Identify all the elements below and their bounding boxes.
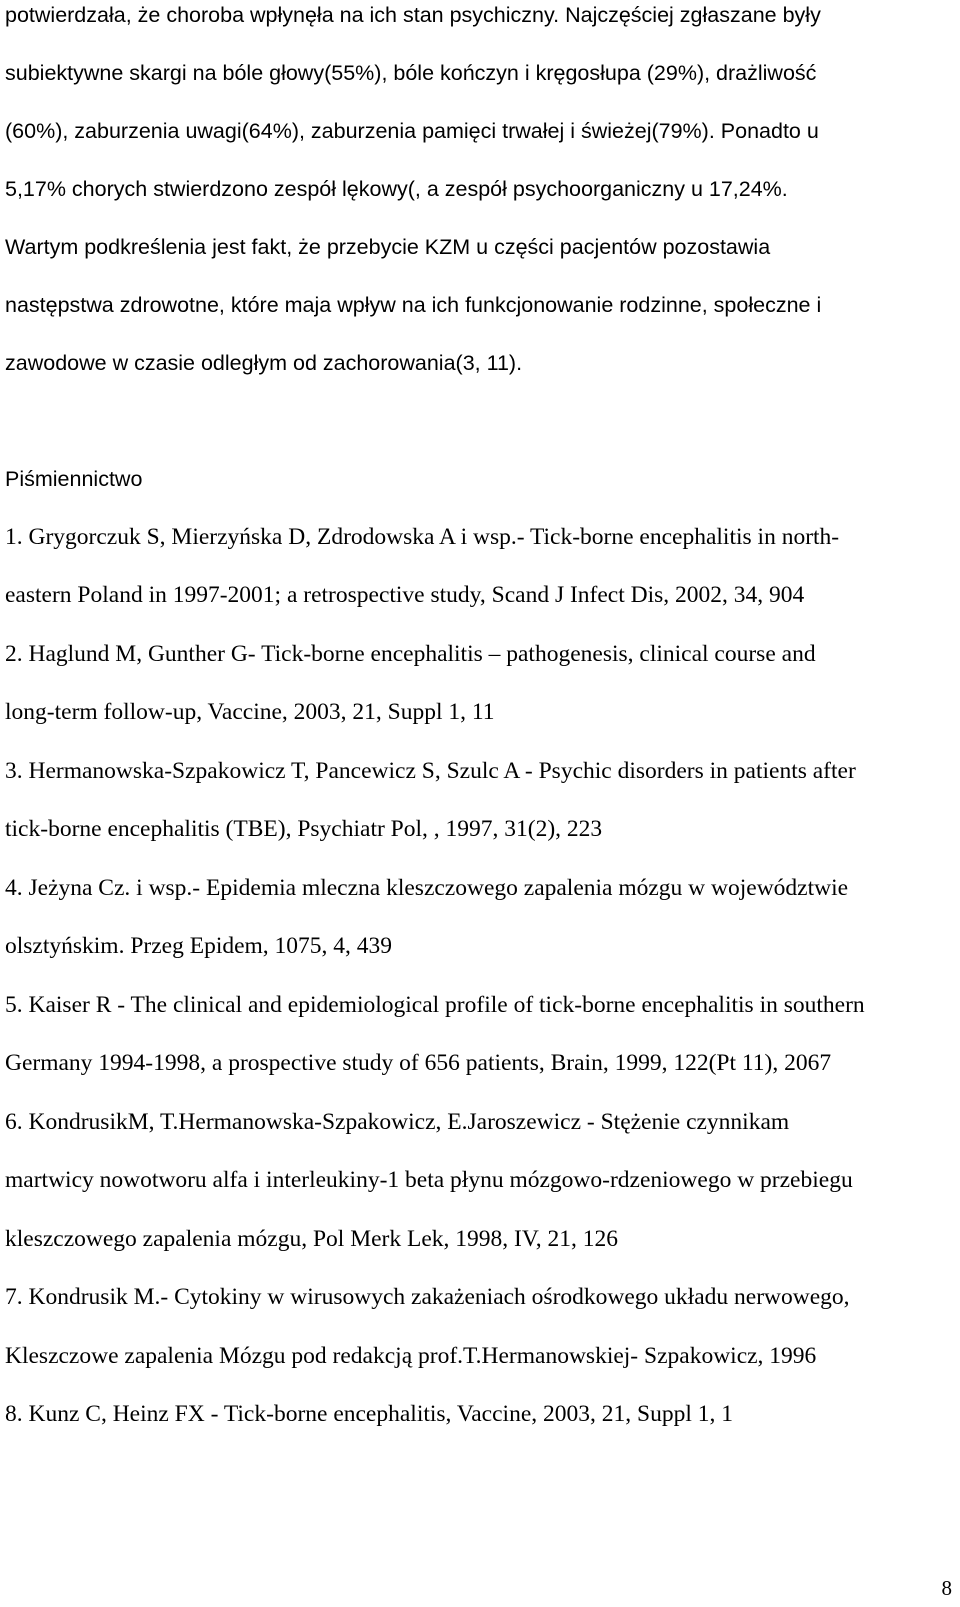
body-text-line: 5,17% chorych stwierdzono zespół lękowy(, a zespół psychoorganiczny u 17,24%. bbox=[5, 177, 788, 201]
reference-line: olsztyńskim. Przeg Epidem, 1075, 4, 439 bbox=[5, 933, 393, 959]
reference-line: 7. Kondrusik M.- Cytokiny w wirusowych zakażeniach ośrodkowego układu nerwowego, bbox=[5, 1284, 850, 1310]
reference-line: kleszczowego zapalenia mózgu, Pol Merk Lek, 1998, IV, 21, 126 bbox=[5, 1226, 619, 1252]
body-text-line: następstwa zdrowotne, które maja wpływ na ich funkcjonowanie rodzinne, społeczne i bbox=[5, 293, 822, 317]
reference-line: tick-borne encephalitis (TBE), Psychiatr Pol, , 1997, 31(2), 223 bbox=[5, 816, 603, 842]
body-text-line: zawodowe w czasie odległym od zachorowania(3, 11). bbox=[5, 351, 523, 375]
reference-line: 4. Jeżyna Cz. i wsp.- Epidemia mleczna kleszczowego zapalenia mózgu w województwie bbox=[5, 875, 849, 901]
body-text-line: subiektywne skargi na bóle głowy(55%), bóle kończyn i kręgosłupa (29%), drażliwość bbox=[5, 61, 817, 85]
reference-line: martwicy nowotworu alfa i interleukiny-1 beta płynu mózgowo-rdzeniowego w przebiegu bbox=[5, 1167, 853, 1193]
reference-line: 5. Kaiser R - The clinical and epidemiological profile of tick-borne encephalitis in southern bbox=[5, 992, 865, 1018]
page-number: 8 bbox=[941, 1576, 952, 1600]
references-heading: Piśmiennictwo bbox=[5, 467, 143, 491]
body-text-line: Wartym podkreślenia jest fakt, że przebycie KZM u części pacjentów pozostawia bbox=[5, 235, 771, 259]
reference-line: 2. Haglund M, Gunther G- Tick-borne encephalitis – pathogenesis, clinical course and bbox=[5, 641, 816, 667]
body-text-line: potwierdzała, że choroba wpłynęła na ich stan psychiczny. Najczęściej zgłaszane były bbox=[5, 3, 821, 27]
reference-line: Kleszczowe zapalenia Mózgu pod redakcją prof.T.Hermanowskiej- Szpakowicz, 1996 bbox=[5, 1343, 817, 1369]
reference-line: 3. Hermanowska-Szpakowicz T, Pancewicz S, Szulc A - Psychic disorders in patients after bbox=[5, 758, 856, 784]
reference-line: Germany 1994-1998, a prospective study of 656 patients, Brain, 1999, 122(Pt 11), 2067 bbox=[5, 1050, 832, 1076]
reference-line: eastern Poland in 1997-2001; a retrospective study, Scand J Infect Dis, 2002, 34, 904 bbox=[5, 582, 805, 608]
reference-line: long-term follow-up, Vaccine, 2003, 21, Suppl 1, 11 bbox=[5, 699, 495, 725]
reference-line: 8. Kunz C, Heinz FX - Tick-borne encephalitis, Vaccine, 2003, 21, Suppl 1, 1 bbox=[5, 1401, 733, 1427]
reference-line: 1. Grygorczuk S, Mierzyńska D, Zdrodowska A i wsp.- Tick-borne encephalitis in north- bbox=[5, 524, 840, 550]
body-text-line: (60%), zaburzenia uwagi(64%), zaburzenia pamięci trwałej i świeżej(79%). Ponadto u bbox=[5, 119, 819, 143]
reference-line: 6. KondrusikM, T.Hermanowska-Szpakowicz, E.Jaroszewicz - Stężenie czynnikam bbox=[5, 1109, 790, 1135]
